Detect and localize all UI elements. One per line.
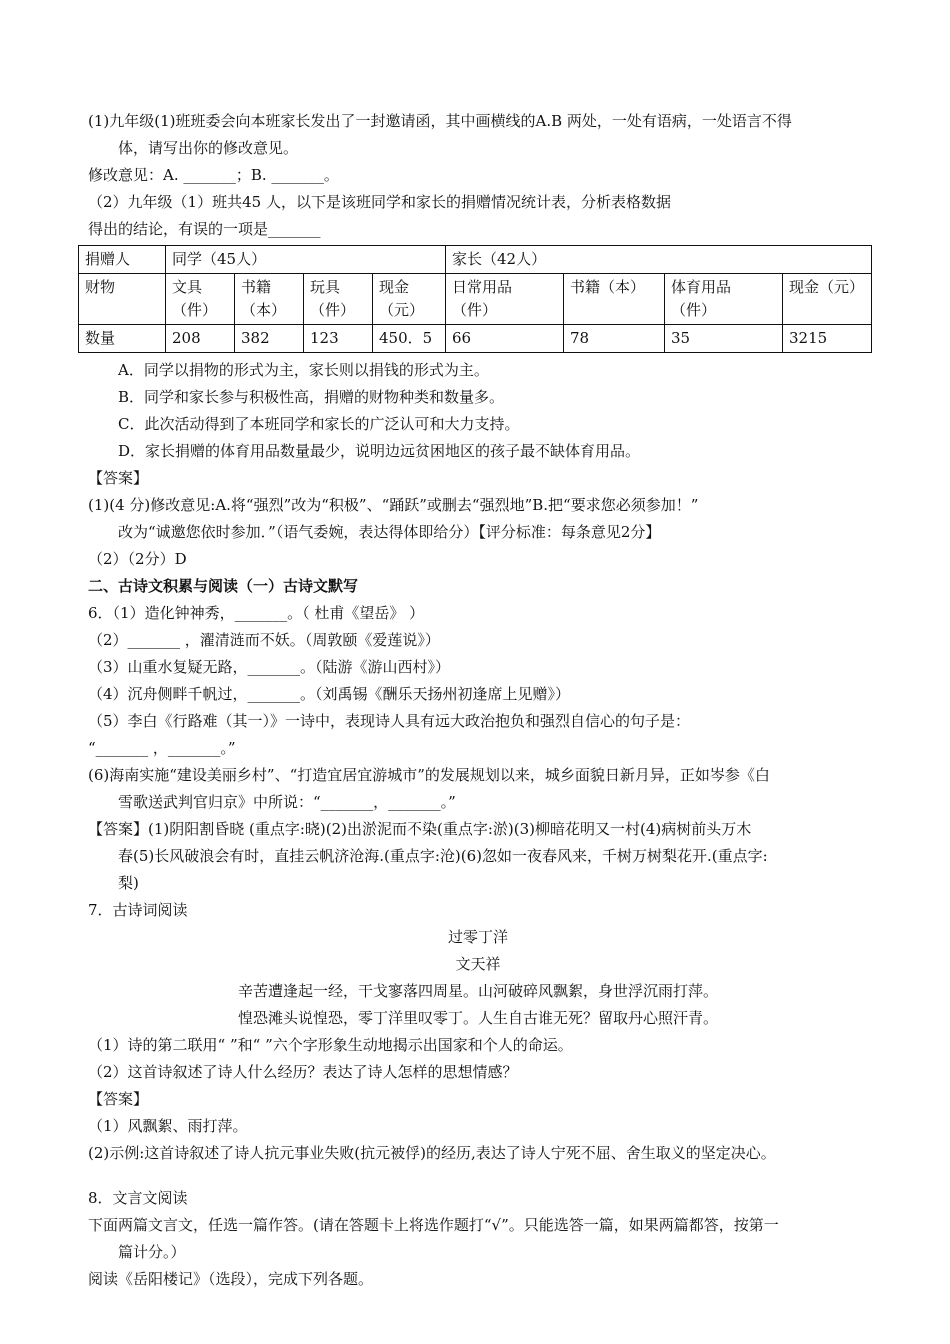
poem-title: 过零丁洋 [447,928,508,946]
answer5-line1: (1)(4 分)修改意见:A.将“强烈”改为“积极”、“踊跃”或删去“强烈地”B.把“要求您必须参加！” [88,496,699,514]
q6-line: （2）_______ ，濯清涟而不妖。（周敦颐《爱莲说》） [88,631,440,649]
option-a: A．同学以捐物的形式为主，家长则以捐钱的形式为主。 [118,361,489,379]
table-row [79,246,872,274]
table-cell: 382 [235,325,304,353]
q7-answer2: (2)示例:这首诗叙述了诗人抗元事业失败(抗元被俘)的经历,表达了诗人宁死不屈、舍生取义的坚定决心。 [88,1144,776,1162]
table-cell: 体育用品 （件） [665,274,783,325]
q6-line: （3）山重水复疑无路，_______。（陆游《游山西村》） [88,658,451,676]
q7-heading: 7．古诗词阅读 [88,901,188,919]
table-cell: 123 [304,325,373,353]
answer6-line2: 春(5)长风破浪会有时，直挂云帆济沧海.(重点字:沧)(6)忽如一夜春风来，千树万树梨花开.(重点字: [118,847,768,865]
table-cell: 书籍 （本） [235,274,304,325]
answer-label: 【答案】 [88,469,149,487]
table-cell: 同学（45人） [166,246,446,274]
donation-table [78,245,872,353]
option-b: B．同学和家长参与积极性高，捐赠的财物种类和数量多。 [118,388,505,406]
q8-line2: 篇计分。） [118,1243,186,1261]
table-cell: 66 [446,325,564,353]
table-cell: 208 [166,325,235,353]
answer6-line1: 【答案】(1)阴阳割昏晓 (重点字:晓)(2)出淤泥而不染(重点字:淤)(3)柳暗花明又一村(4)病树前头万木 [88,820,752,838]
table-cell: 35 [665,325,783,353]
poem-verse: 辛苦遭逢起一经，干戈寥落四周星。山河破碎风飘絮，身世浮沉雨打萍。 [237,982,718,1000]
option-c: C．此次活动得到了本班同学和家长的广泛认可和大力支持。 [118,415,520,433]
table-cell: 捐赠人 [79,246,166,274]
q6-line: 6．（1）造化钟神秀，_______。（ 杜甫《望岳》 ） [88,604,425,622]
q6-line: “_______ ，_______。” [88,739,236,757]
poem-verse: 惶恐滩头说惶恐，零丁洋里叹零丁。人生自古谁无死？留取丹心照汗青。 [237,1009,718,1027]
poem-author: 文天祥 [455,955,501,973]
table-cell: 财物 [79,274,166,325]
option-d: D．家长捐赠的体育用品数量最少，说明边远贫困地区的孩子最不缺体育用品。 [118,442,641,460]
table-cell: 现金 （元） [373,274,446,325]
q8-line3: 阅读《岳阳楼记》（选段），完成下列各题。 [88,1270,374,1288]
answer6-line3: 梨) [118,874,139,892]
q6-line: (6)海南实施“建设美丽乡村”、“打造宜居宜游城市”的发展规划以来，城乡面貌日新月异，正如岑参《白 [88,766,770,784]
answer5-line2: 改为“诚邀您依时参加．”（语气委婉，表达得体即给分）【评分标准：每条意见2分】 [118,523,661,541]
table-cell: 450．5 [373,325,446,353]
q8-line1: 下面两篇文言文，任选一篇作答。(请在答题卡上将选作题打“√”。只能选答一篇，如果两篇都答，按第一 [88,1216,779,1234]
answer-label: 【答案】 [88,1090,149,1108]
document-page [85,110,868,1295]
q7-answer1: （1）风飘絮、雨打萍。 [88,1117,248,1135]
q6-line: （4）沉舟侧畔千帆过，_______。（刘禹锡《酬乐天扬州初逢席上见赠》） [88,685,571,703]
q5-fix-line: 修改意见：A. _______；B. _______。 [88,166,339,184]
answer5-line3: （2）（2分）D [88,550,187,568]
table-cell: 家长（42人） [446,246,872,274]
q8-heading: 8．文言文阅读 [88,1189,188,1207]
q5-part1-line2: 体，请写出你的修改意见。 [118,139,299,157]
q5-part2-line2: 得出的结论，有误的一项是_______ [88,220,321,238]
table-cell: 书籍（本） [564,274,665,325]
table-cell: 78 [564,325,665,353]
table-cell: 玩具 （件） [304,274,373,325]
table-cell: 现金（元） [783,274,872,325]
table-cell: 文具 （件） [166,274,235,325]
table-cell: 数量 [79,325,166,353]
q7-question1: （1）诗的第二联用“ ”和“ ”六个字形象生动地揭示出国家和个人的命运。 [88,1036,573,1054]
q6-line: 雪歌送武判官归京》中所说：“_______，_______。” [118,793,456,811]
q5-part2-line1: （2）九年级（1）班共45 人，以下是该班同学和家长的捐赠情况统计表，分析表格数据 [88,193,671,211]
table-row [79,274,872,325]
table-cell: 3215 [783,325,872,353]
q5-part1-line1: (1)九年级(1)班班委会向本班家长发出了一封邀请函，其中画横线的A.B 两处，一处有语病，一处语言不得 [88,112,792,130]
table-row [79,325,872,353]
table-cell: 日常用品 （件） [446,274,564,325]
q6-line: （5）李白《行路难（其一）》一诗中，表现诗人具有远大政治抱负和强烈自信心的句子是： [88,712,691,730]
section-heading: 二、古诗文积累与阅读（一）古诗文默写 [88,577,359,595]
q7-question2: （2）这首诗叙述了诗人什么经历？表达了诗人怎样的思想情感？ [88,1063,518,1081]
